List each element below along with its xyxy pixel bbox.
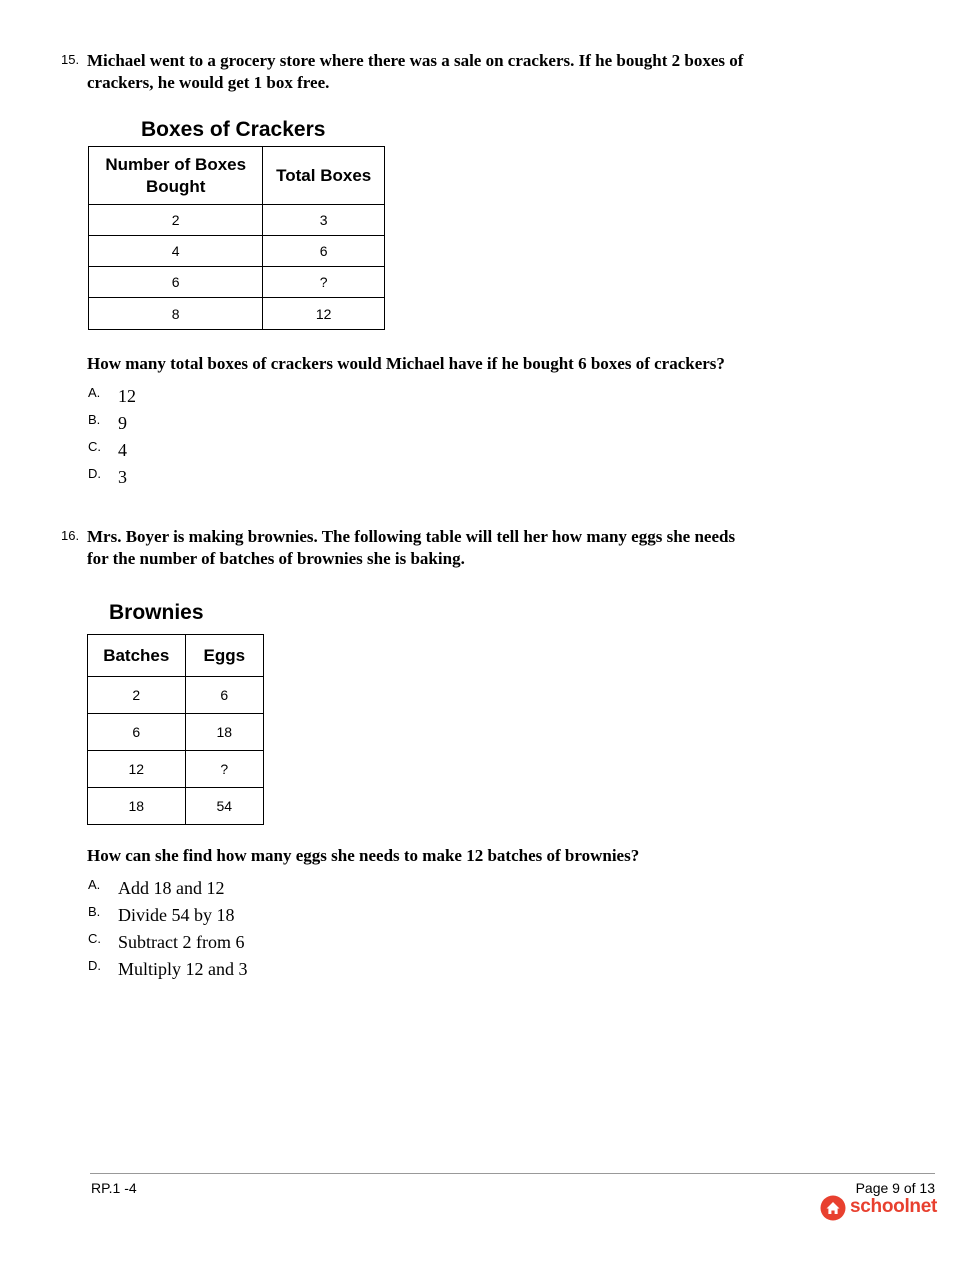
schoolnet-logo bbox=[820, 1195, 938, 1221]
table-row bbox=[89, 267, 385, 298]
table-cell: 2 bbox=[88, 677, 186, 714]
table-row bbox=[88, 677, 264, 714]
choice-text: Divide 54 by 18 bbox=[118, 905, 235, 925]
column-header-batches: Batches bbox=[88, 635, 186, 677]
column-header-eggs: Eggs bbox=[185, 635, 263, 677]
question-15-stem-line-1: Michael went to a grocery store where there was a sale on crackers. If he bought 2 boxes of bbox=[87, 51, 744, 70]
header-text-line-1: Number of Boxes bbox=[105, 154, 247, 174]
header-text-line-2: Bought bbox=[145, 176, 206, 196]
question-16-prompt: How can she find how many eggs she needs to make 12 batches of brownies? bbox=[87, 846, 640, 865]
table-cell: 2 bbox=[89, 205, 263, 236]
table-cell: 12 bbox=[88, 751, 186, 788]
table-row bbox=[89, 205, 385, 236]
choice-letter: B. bbox=[88, 412, 101, 427]
choice-letter: C. bbox=[88, 931, 101, 946]
table-header-row bbox=[88, 635, 264, 677]
footer-standard-code: RP.1 -4 bbox=[91, 1180, 137, 1196]
table-cell: 12 bbox=[263, 298, 385, 330]
house-icon bbox=[820, 1195, 846, 1221]
choice-text: Multiply 12 and 3 bbox=[118, 959, 248, 979]
choice-text: 9 bbox=[118, 413, 127, 433]
question-16-stem bbox=[87, 526, 807, 570]
footer-divider bbox=[90, 1173, 935, 1174]
choice-letter: A. bbox=[88, 385, 101, 400]
table-cell: 8 bbox=[89, 298, 263, 330]
table-cell: 6 bbox=[185, 677, 263, 714]
crackers-table-title: Boxes of Crackers bbox=[141, 118, 326, 141]
choice-letter: A. bbox=[88, 877, 101, 892]
choice-letter: B. bbox=[88, 904, 101, 919]
table-row bbox=[88, 751, 264, 788]
choice-text: Subtract 2 from 6 bbox=[118, 932, 245, 952]
table-cell: 4 bbox=[89, 236, 263, 267]
question-15-prompt: How many total boxes of crackers would Michael have if he bought 6 boxes of crackers? bbox=[87, 354, 725, 373]
question-16-stem-line-1: Mrs. Boyer is making brownies. The following table will tell her how many eggs she needs bbox=[87, 527, 736, 546]
table-row bbox=[89, 236, 385, 267]
choice-letter: C. bbox=[88, 439, 101, 454]
table-cell: 6 bbox=[89, 267, 263, 298]
question-15-number: 15. bbox=[61, 52, 80, 67]
choice-text: 3 bbox=[118, 467, 127, 487]
table-cell: ? bbox=[263, 267, 385, 298]
question-16-number: 16. bbox=[61, 528, 80, 543]
column-header-total-boxes: Total Boxes bbox=[263, 147, 385, 205]
question-16-stem-line-2: for the number of batches of brownies she is baking. bbox=[87, 549, 465, 568]
table-cell: 3 bbox=[263, 205, 385, 236]
choice-letter: D. bbox=[88, 466, 101, 481]
table-cell: 54 bbox=[185, 788, 263, 825]
table-cell: 6 bbox=[263, 236, 385, 267]
table-header-row bbox=[89, 147, 385, 205]
choice-letter: D. bbox=[88, 958, 101, 973]
question-15-stem-line-2: crackers, he would get 1 box free. bbox=[87, 73, 330, 92]
crackers-table bbox=[88, 146, 385, 330]
table-cell: ? bbox=[185, 751, 263, 788]
table-cell: 6 bbox=[88, 714, 186, 751]
question-15-stem bbox=[87, 50, 807, 94]
choice-text: 12 bbox=[118, 386, 136, 406]
choice-text: 4 bbox=[118, 440, 127, 460]
table-row bbox=[88, 714, 264, 751]
table-row bbox=[88, 788, 264, 825]
brownies-table bbox=[87, 634, 264, 825]
column-header-boxes-bought bbox=[89, 147, 263, 205]
table-row bbox=[89, 298, 385, 330]
table-cell: 18 bbox=[88, 788, 186, 825]
table-cell: 18 bbox=[185, 714, 263, 751]
brownies-table-title: Brownies bbox=[109, 601, 204, 624]
schoolnet-wordmark: schoolnet bbox=[850, 1196, 938, 1217]
footer-page-number: Page 9 of 13 bbox=[855, 1180, 935, 1196]
choice-text: Add 18 and 12 bbox=[118, 878, 225, 898]
